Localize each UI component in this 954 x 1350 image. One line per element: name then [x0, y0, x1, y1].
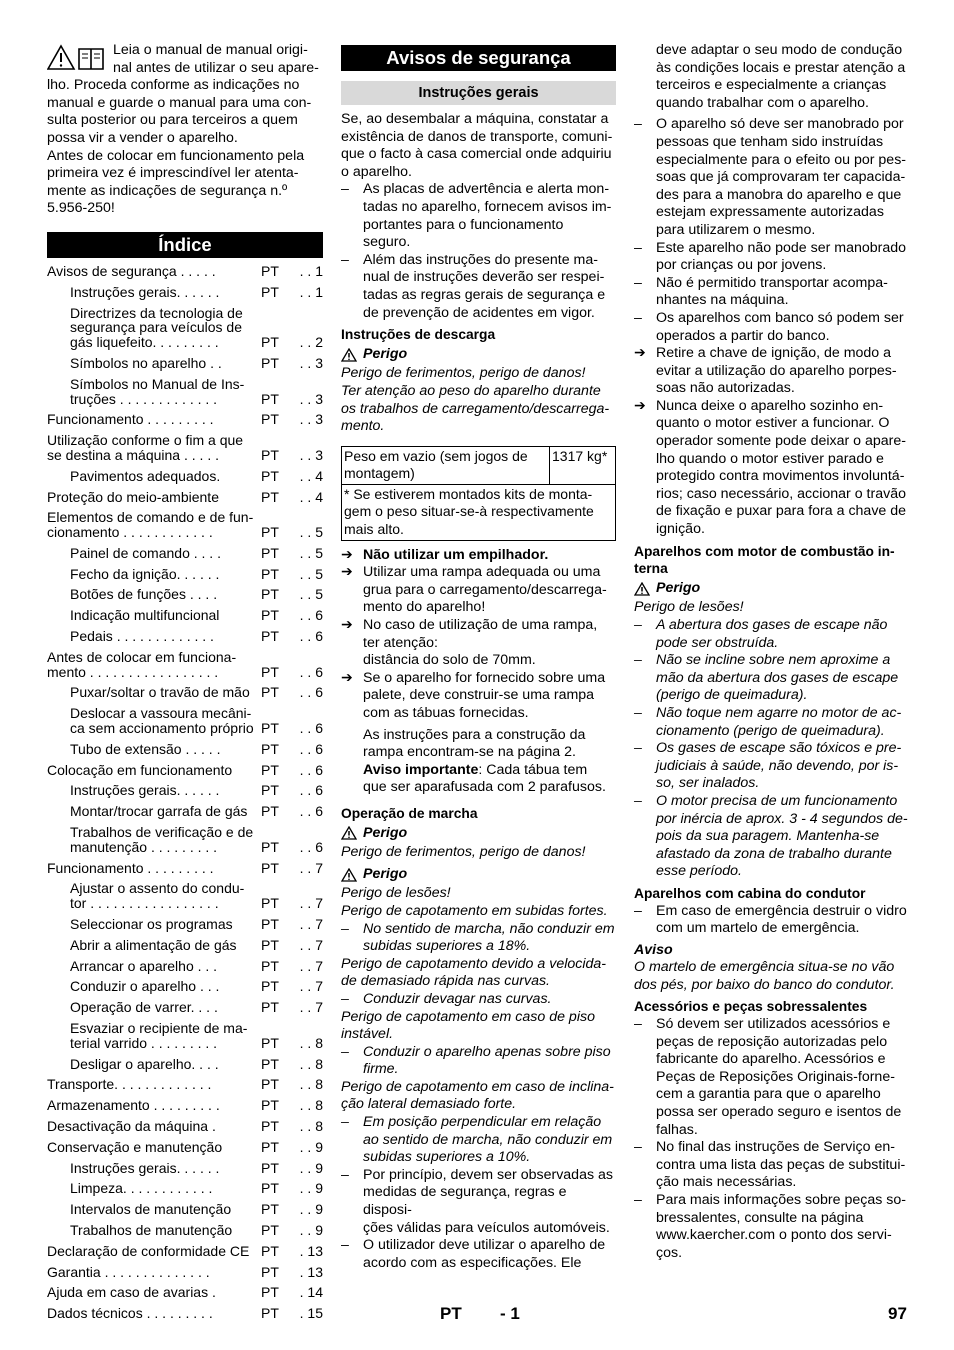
toc-entry[interactable] [47, 412, 323, 427]
intro-paragraph: Se, ao desembalar a máquina, constatar a existência de danos de transporte, comuni- que o facto à casa comercial onde adquiriu o aparelho. [341, 111, 613, 180]
toc-page: . . 6 [299, 782, 323, 799]
intro-icons [47, 44, 107, 72]
toc-entry[interactable] [47, 1098, 323, 1113]
list-item: ➔ No caso de utilização de uma rampa, ter atenção: distância do solo de 70mm. [341, 617, 598, 669]
list-item: – Os aparelhos com banco só podem ser operados a partir do banco. [634, 309, 904, 344]
column-left [47, 42, 323, 1327]
toc-entry[interactable] [47, 825, 323, 855]
toc-lang: PT [261, 740, 279, 757]
toc-page: . . 3 [299, 354, 323, 371]
weight-label: Peso em vazio (sem jogos de montagem) [342, 446, 550, 484]
toc-lang: PT [261, 663, 279, 680]
list-item: As instruções para a construção da rampa encontram-se na página 2. [363, 726, 586, 761]
note-text: O martelo de emergência situa-se no vão dos pés, por baixo do banco do condutor. [634, 959, 895, 993]
toc-lang: PT [261, 838, 279, 855]
toc-page: . . 9 [299, 1221, 323, 1238]
toc-entry[interactable] [47, 650, 323, 680]
warning-icon [634, 582, 650, 596]
toc-lang: PT [261, 1076, 279, 1093]
intro-line: manual e guarde o manual para uma con- [47, 94, 312, 111]
toc-page: . . 9 [299, 1201, 323, 1218]
toc-page: . . 4 [299, 467, 323, 484]
note-label: Aviso [634, 941, 673, 958]
list-item: – Este aparelho não pode ser manobrado por crianças ou por jovens. [634, 239, 907, 274]
combustion-warning: Perigo de lesões! [634, 599, 744, 616]
toc-title: Declaração de conformidade CE [47, 1242, 250, 1259]
weight-value: 1317 kg* [550, 446, 616, 484]
list-item: – Em posição perpendicular em relação ao sentido de marcha, não conduzir em subidas superiores a 10%. [341, 1114, 613, 1166]
footer-lang: PT [440, 1304, 462, 1323]
toc-lang: PT [261, 586, 279, 603]
toc-lang: PT [261, 1284, 279, 1301]
toc-page: . . 1 [299, 283, 323, 300]
accessories-heading: Acessórios e peças sobressalentes [634, 999, 868, 1015]
toc-title: Deslocar a vassoura mecâni- ca sem accionamento próprio [70, 705, 254, 737]
list-item-continued: deve adaptar o seu modo de condução às condições locais e prestar atenção a terceiros e especialmente a crianças quando trabalhar com o aparelho. [656, 42, 906, 111]
list-item: – Para mais informações sobre peças so- bressalentes, consulte na página www.kaercher.com o ponto dos servi- ços. [634, 1192, 906, 1261]
toc-lang: PT [261, 1201, 279, 1218]
toc-title: Antes de colocar em funciona- mento . . . . . . . . . . . . . . . . . [47, 648, 237, 680]
toc-page: . . 6 [299, 628, 323, 645]
toc-page: . 13 [299, 1263, 323, 1280]
toc-entry[interactable] [47, 763, 323, 778]
toc-page: . . 7 [299, 978, 323, 995]
toc-title: Trabalhos de verificação e de manutenção . . . . . . . . . [70, 824, 254, 855]
toc-page: . . 8 [299, 1118, 323, 1134]
toc-entry[interactable] [47, 1119, 323, 1134]
toc-lang: PT [261, 720, 279, 737]
intro-line: Antes de colocar em funcionamento pela [47, 147, 305, 164]
toc-entry[interactable] [47, 1140, 323, 1155]
toc-title: Desligar o aparelho. . . . [70, 1055, 219, 1072]
toc-entry[interactable] [47, 938, 323, 953]
toc-page: . . 7 [299, 999, 323, 1016]
toc-lang: PT [261, 916, 279, 933]
toc-page: . . 5 [299, 524, 323, 541]
toc-title: Directrizes da tecnologia de segurança para veículos de gás liquefeito. . . . . . . . . [70, 304, 243, 351]
toc-page: . . 8 [299, 1055, 323, 1072]
toc-page: . . 8 [299, 1097, 323, 1114]
toc-entry[interactable] [47, 356, 323, 371]
toc-page: . . 5 [299, 565, 323, 582]
toc-title: Símbolos no Manual de Ins- truções . . . . . . . . . . . . . [70, 375, 245, 407]
intro-line: 5.956-250! [47, 200, 115, 217]
toc-title: Avisos de segurança . . . . . [47, 262, 216, 279]
toc-page: . . 6 [299, 761, 323, 778]
toc-title: Limpeza. . . . . . . . . . . . [70, 1180, 213, 1197]
list-item: – Conduzir o aparelho apenas sobre piso firme. [341, 1043, 611, 1078]
toc-entry[interactable] [47, 587, 323, 602]
toc-entry[interactable] [47, 861, 323, 876]
warning-icon [341, 868, 357, 882]
toc-entry[interactable] [47, 1223, 323, 1238]
table-of-contents [47, 264, 323, 1321]
toc-page: . . 7 [299, 936, 323, 953]
toc-page: . . 3 [299, 411, 323, 428]
toc-title: Dados técnicos . . . . . . . . . [47, 1305, 213, 1322]
list-item: – Os gases de escape são tóxicos e pre- judiciais à saúde, não devendo, por is- so, ser inalados. [634, 740, 902, 792]
list-item: – As placas de advertência e alerta mon- tadas no aparelho, fornecem avisos im- portantes para o funcionamento seguro. [341, 181, 612, 251]
toc-entry[interactable] [47, 1244, 323, 1259]
toc-title: Ajustar o assento do condu- tor . . . . . . . . . . . . . . . . . [70, 880, 245, 912]
list-item: – Não se incline sobre nem aproxime a mão da abertura dos gases de escape (perigo de queimadura). [634, 652, 899, 704]
section-title: Avisos de segurança [341, 45, 616, 71]
toc-lang: PT [261, 978, 279, 995]
toc-entry[interactable] [47, 285, 323, 300]
weight-note: * Se estiverem montados kits de monta-gem o peso situar-se-à respectivamente mais alto. [342, 484, 616, 540]
toc-page: . . 7 [299, 895, 323, 912]
toc-title: Indicação multifuncional [70, 607, 220, 624]
toc-page: . . 8 [299, 1076, 323, 1093]
discharge-warning: Perigo de ferimentos, perigo de danos! Ter atenção ao peso do aparelho durante os trabalhos de carregamento/descarrega- mento. [341, 365, 610, 435]
toc-lang: PT [261, 1034, 279, 1051]
toc-page: . . 7 [299, 957, 323, 974]
operation-warning: Perigo de capotamento devido a velocida- de demasiado rápida nas curvas. [341, 955, 607, 990]
list-item: – O motor precisa de um funcionamento por inércia de aprox. 3 - 4 segundos de- pois da sua paragem. Mantenha-se afastado da zona de trabalho durante esse período. [634, 792, 908, 880]
toc-lang: PT [261, 467, 279, 484]
toc-entry[interactable] [47, 546, 323, 561]
toc-lang: PT [261, 859, 279, 876]
toc-title: Instruções gerais. . . . . . [70, 283, 220, 300]
toc-lang: PT [261, 684, 279, 701]
toc-entry[interactable] [47, 706, 323, 736]
toc-lang: PT [261, 761, 279, 778]
toc-title: Abrir a alimentação de gás [70, 936, 237, 953]
toc-lang: PT [261, 1159, 279, 1176]
list-item: – No sentido de marcha, não conduzir em subidas superiores a 18%. [341, 920, 615, 955]
toc-title: Utilização conforme o fim a que se destina a máquina . . . . . [47, 432, 244, 463]
toc-title: Funcionamento . . . . . . . . . [47, 859, 214, 876]
list-item: ➔ Nunca deixe o aparelho sozinho en- quanto o motor estiver a funcionar. O operador somente pode deixar o apare- lho quando o motor estiver parado e protegido contra movimentos involuntá- rios; caso necessário, accionar o travão de fixação e puxar para fora a chave de ignição. [634, 397, 907, 538]
toc-lang: PT [261, 390, 279, 407]
toc-entry[interactable] [47, 469, 323, 484]
toc-page: . 14 [299, 1284, 323, 1301]
toc-lang: PT [261, 1242, 279, 1259]
subsection-title: Instruções gerais [341, 81, 616, 105]
toc-page: . . 3 [299, 446, 323, 463]
toc-title: Instruções gerais. . . . . . [70, 1159, 220, 1176]
toc-entry[interactable] [47, 783, 323, 798]
toc-title: Intervalos de manutenção [70, 1201, 232, 1218]
danger-label: Perigo [634, 580, 910, 598]
toc-lang: PT [261, 411, 279, 428]
toc-lang: PT [261, 999, 279, 1016]
warning-icon [341, 826, 357, 840]
list-item: ➔ Retire a chave de ignição, de modo a evitar a utilização do aparelho porpes- soas não autorizadas. [634, 345, 897, 397]
danger-label: Perigo [341, 866, 616, 884]
toc-title: Pedais . . . . . . . . . . . . . [70, 628, 214, 645]
toc-title: Tubo de extensão . . . . . [70, 740, 221, 757]
column-middle [341, 42, 616, 1272]
toc-entry[interactable] [47, 433, 323, 463]
danger-label: Perigo [341, 346, 616, 364]
list-item: ➔ Não utilizar um empilhador. [341, 546, 549, 563]
toc-lang: PT [261, 1118, 279, 1134]
toc-title: Desactivação da máquina . [47, 1118, 216, 1134]
toc-lang: PT [261, 957, 279, 974]
toc-page: . . 6 [299, 803, 323, 820]
toc-title: Garantia . . . . . . . . . . . . . . [47, 1263, 210, 1280]
toc-title: Colocação em funcionamento [47, 761, 233, 778]
toc-lang: PT [261, 1055, 279, 1072]
toc-entry[interactable] [47, 804, 323, 819]
toc-lang: PT [261, 1180, 279, 1197]
toc-entry[interactable] [47, 1077, 323, 1092]
toc-title: Esvaziar o recipiente de ma- terial varrido . . . . . . . . . [70, 1020, 248, 1051]
toc-lang: PT [261, 446, 279, 463]
list-item: – No final das instruções de Serviço en- contra uma lista das peças de substitui- ção mais necessárias. [634, 1139, 906, 1191]
combustion-heading: Aparelhos com motor de combustão in- terna [634, 543, 895, 577]
operation-heading: Operação de marcha [341, 805, 478, 821]
toc-title: Funcionamento . . . . . . . . . [47, 411, 214, 428]
toc-lang: PT [261, 803, 279, 820]
toc-page: . . 6 [299, 740, 323, 757]
toc-lang: PT [261, 936, 279, 953]
toc-entry[interactable] [47, 264, 323, 279]
toc-page: . . 9 [299, 1159, 323, 1176]
list-item: – Em caso de emergência destruir o vidro com um martelo de emergência. [634, 902, 907, 937]
toc-lang: PT [261, 1305, 279, 1322]
toc-page: . . 2 [299, 334, 323, 351]
toc-entry[interactable] [47, 629, 323, 644]
intro-line: Leia o manual de manual origi- [113, 42, 308, 58]
list-item: – A abertura dos gases de escape não pode ser obstruída. [634, 617, 888, 651]
toc-page: . . 7 [299, 859, 323, 876]
toc-page: . . 6 [299, 684, 323, 701]
toc-page: . . 5 [299, 544, 323, 561]
toc-page: . . 9 [299, 1138, 323, 1155]
toc-lang: PT [261, 565, 279, 582]
toc-page: . . 5 [299, 586, 323, 603]
toc-title: Pavimentos adequados. [70, 467, 221, 484]
list-item: – Por princípio, devem ser observadas as medidas de segurança, regras e disposi- ções válidas para veículos automóveis. [341, 1166, 613, 1236]
list-item: – Não toque nem agarre no motor de ac- cionamento (perigo de queimadura). [634, 704, 902, 739]
toc-entry[interactable] [47, 1265, 323, 1280]
toc-title: Conduzir o aparelho . . . [70, 978, 220, 995]
toc-lang: PT [261, 1221, 279, 1238]
warning-icon [341, 348, 357, 362]
list-item: – Não é permitido transportar acompa- nhantes na máquina. [634, 274, 888, 309]
toc-page: . . 6 [299, 838, 323, 855]
list-item: ➔ Se o aparelho for fornecido sobre uma palete, deve construir-se uma rampa com as tábuas fornecidas. [341, 669, 606, 721]
toc-entry[interactable] [47, 510, 323, 540]
toc-entry[interactable] [47, 1285, 323, 1300]
toc-entry[interactable] [47, 1181, 323, 1196]
toc-page: . . 8 [299, 1034, 323, 1051]
toc-lang: PT [261, 1097, 279, 1114]
toc-entry[interactable] [47, 742, 323, 757]
toc-lang: PT [261, 782, 279, 799]
toc-entry[interactable] [47, 608, 323, 623]
toc-entry[interactable] [47, 917, 323, 932]
index-title: Índice [47, 232, 323, 258]
toc-entry[interactable] [47, 1306, 323, 1321]
toc-lang: PT [261, 524, 279, 541]
intro-line: sulta posterior ou para terceiros a quem [47, 112, 298, 129]
footer-section-page: - 1 [500, 1304, 520, 1323]
toc-lang: PT [261, 1263, 279, 1280]
list-item: – O utilizador deve utilizar o aparelho de acordo com as especificações. Ele [341, 1237, 606, 1271]
cabin-heading: Aparelhos com cabina do condutor [634, 885, 866, 901]
operation-warning: Perigo de capotamento em caso de inclina- ção lateral demasiado forte. [341, 1078, 614, 1113]
toc-lang: PT [261, 628, 279, 645]
toc-lang: PT [261, 334, 279, 351]
toc-title: Conservação e manutenção [47, 1138, 223, 1155]
toc-page: . . 6 [299, 663, 323, 680]
toc-title: Transporte. . . . . . . . . . . . . [47, 1076, 212, 1093]
toc-title: Armazenamento . . . . . . . . . [47, 1097, 220, 1114]
toc-title: Ajuda em caso de avarias . [47, 1284, 216, 1301]
important-note: Aviso importante: Cada tábua tem que ser aparafusada com 2 parafusos. [363, 761, 606, 796]
column-right [634, 42, 910, 1262]
intro-line: primeira vez é imprescindível ler atenta- [47, 165, 299, 182]
toc-page: . 15 [299, 1305, 323, 1322]
toc-title: Operação de varrer. . . . [70, 999, 218, 1016]
toc-title: Botões de funções . . . . [70, 586, 218, 603]
toc-page: . . 6 [299, 607, 323, 624]
toc-entry[interactable] [47, 1000, 323, 1015]
list-item: – Além das instruções do presente ma- nual de instruções deverão ser respei- tadas as regras gerais de segurança e de prevenção de acidentes em vigor. [341, 251, 606, 321]
toc-title: Seleccionar os programas [70, 916, 233, 933]
toc-lang: PT [261, 283, 279, 300]
discharge-heading: Instruções de descarga [341, 327, 496, 343]
operation-warning: Perigo de lesões! Perigo de capotamento em subidas fortes. [341, 885, 608, 919]
footer-page-number: 97 [888, 1304, 907, 1323]
toc-lang: PT [261, 354, 279, 371]
toc-title: Fecho da ignição. . . . . . [70, 565, 220, 582]
toc-page: . . 9 [299, 1180, 323, 1197]
toc-entry[interactable] [47, 685, 323, 700]
toc-lang: PT [261, 1138, 279, 1155]
list-item: – Só devem ser utilizados acessórios e peças de reposição autorizadas pelo fabricante do aparelho. Acessórios e Peças de Reposições Originais-forne- cem a garantia para que o aparelho possa ser operado seguro e isentos de falhas. [634, 1016, 902, 1138]
danger-label: Perigo [341, 825, 616, 843]
toc-title: Arrancar o aparelho . . . [70, 957, 218, 974]
toc-entry[interactable] [47, 979, 323, 994]
intro-line: lho. Proceda conforme as indicações no [47, 77, 300, 94]
list-item: ➔ Utilizar uma rampa adequada ou uma grua para o carregamento/descarrega- mento do aparelho! [341, 564, 607, 616]
toc-entry[interactable] [47, 1161, 323, 1176]
toc-lang: PT [261, 607, 279, 624]
toc-lang: PT [261, 895, 279, 912]
toc-page: . 13 [299, 1242, 323, 1259]
list-item: – O aparelho só deve ser manobrado por pessoas que tenham sido instruídas especialmente para o efeito ou por pes- soas que já comprovaram ter capacida- des para a manobra do aparelho e que estejam expressamente autorizadas para utilizarem o mesmo. [634, 116, 907, 238]
toc-lang: PT [261, 488, 279, 505]
operation-warning: Perigo de ferimentos, perigo de danos! [341, 844, 586, 861]
toc-title: Montar/trocar garrafa de gás [70, 803, 248, 820]
intro-line: mente as indicações de segurança n.º [47, 182, 288, 199]
toc-entry[interactable] [47, 490, 323, 505]
list-item: – Conduzir devagar nas curvas. [341, 990, 552, 1007]
intro-line: nal antes de utilizar o seu apare- [113, 59, 319, 76]
weight-table [341, 446, 616, 541]
toc-title: Instruções gerais. . . . . . [70, 782, 220, 799]
toc-title: Puxar/soltar o travão de mão [70, 684, 250, 701]
toc-page: . . 3 [299, 390, 323, 407]
toc-lang: PT [261, 262, 279, 279]
toc-entry[interactable] [47, 1057, 323, 1072]
toc-page: . . 4 [299, 488, 323, 505]
toc-page: . . 1 [299, 262, 323, 279]
toc-entry[interactable] [47, 1202, 323, 1217]
toc-page: . . 7 [299, 916, 323, 933]
toc-title: Proteção do meio-ambiente [47, 488, 219, 505]
toc-entry[interactable] [47, 567, 323, 582]
toc-title: Símbolos no aparelho . . [70, 354, 222, 371]
toc-page: . . 6 [299, 720, 323, 737]
toc-entry[interactable] [47, 377, 323, 407]
toc-entry[interactable] [47, 1021, 323, 1051]
toc-entry[interactable] [47, 306, 323, 350]
toc-title: Trabalhos de manutenção [70, 1221, 233, 1238]
toc-entry[interactable] [47, 959, 323, 974]
toc-title: Elementos de comando e de fun- cionamento . . . . . . . . . . . . [47, 509, 254, 541]
toc-title: Painel de comando . . . . [70, 544, 221, 561]
intro-block [47, 42, 323, 218]
operation-warning: Perigo de capotamento em caso de piso instável. [341, 1008, 595, 1043]
toc-entry[interactable] [47, 881, 323, 911]
intro-line: possa vir a vender o aparelho. [47, 129, 238, 146]
warning-manual-icon [47, 44, 107, 72]
toc-lang: PT [261, 544, 279, 561]
